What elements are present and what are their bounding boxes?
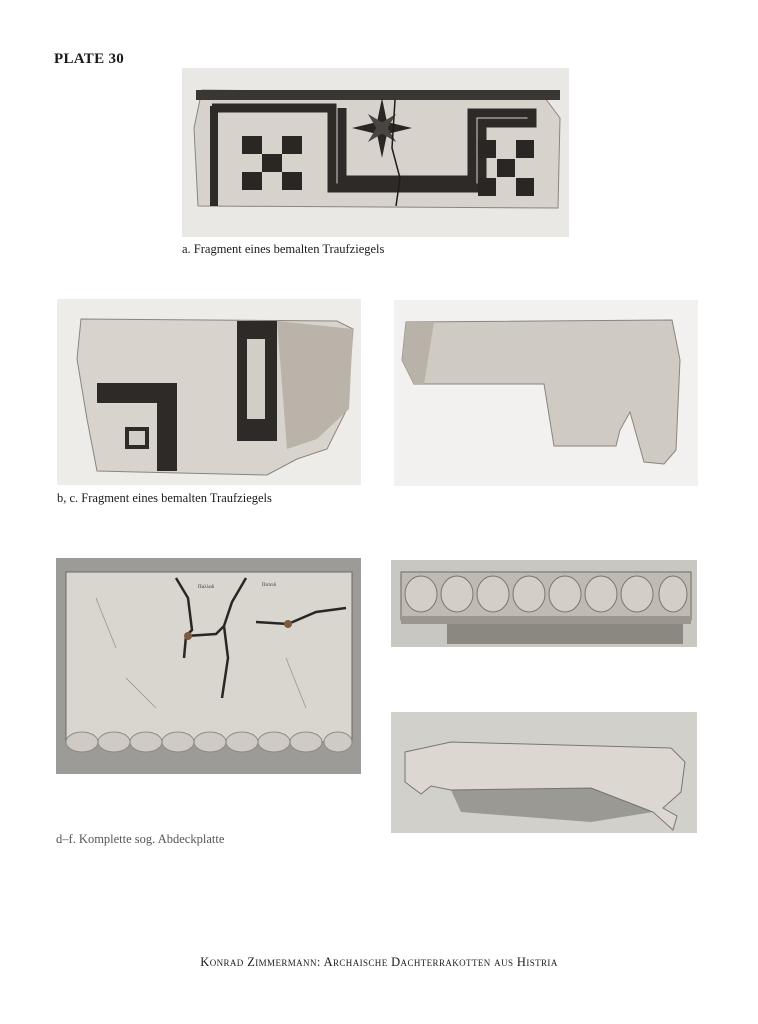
photo-e-cover-plate-moulding	[391, 560, 697, 647]
caption-bc: b, c. Fragment eines bemalten Traufziegels	[57, 491, 272, 505]
photo-f-cover-plate-profile	[391, 712, 697, 833]
plate-label: PLATE 30	[54, 51, 125, 67]
page-footer: Konrad Zimmermann: Archaische Dachterrakotten aus Histria	[200, 955, 558, 969]
photo-d-cover-plate	[56, 558, 361, 774]
inscription-d-left: Παλλαδ	[198, 585, 215, 590]
inscription-d-right: Ποτειδ	[262, 583, 276, 588]
caption-df: d–f. Komplette sog. Abdeckplatte	[56, 832, 225, 846]
caption-a: a. Fragment eines bemalten Traufziegels	[182, 242, 385, 256]
photo-a-eave-tile-fragment	[182, 68, 569, 237]
photo-b-eave-tile-fragment	[57, 299, 361, 485]
photo-c-eave-tile-fragment	[394, 300, 698, 486]
